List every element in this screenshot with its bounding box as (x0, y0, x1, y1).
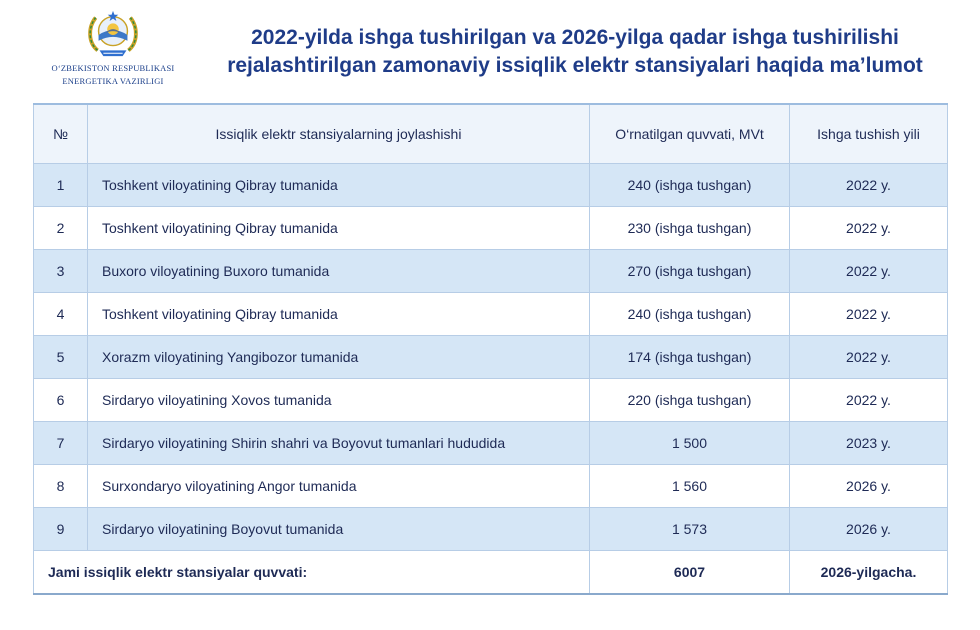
cell-num: 6 (34, 379, 88, 422)
table-row (34, 508, 948, 551)
table-row (34, 250, 948, 293)
table-row (34, 164, 948, 207)
cell-location: Toshkent viloyatining Qibray tumanida (88, 207, 590, 250)
org-name-line2: ENERGETIKA VAZIRLIGI (62, 76, 164, 86)
cell-year: 2022 y. (790, 250, 948, 293)
cell-num: 1 (34, 164, 88, 207)
cell-location: Sirdaryo viloyatining Xovos tumanida (88, 379, 590, 422)
cell-capacity: 230 (ishga tushgan) (590, 207, 790, 250)
cell-capacity: 240 (ishga tushgan) (590, 164, 790, 207)
page-header (0, 0, 980, 95)
col-header-capacity: O‘rnatilgan quvvati, MVt (590, 104, 790, 164)
cell-num: 9 (34, 508, 88, 551)
cell-year: 2022 y. (790, 207, 948, 250)
cell-year: 2022 y. (790, 164, 948, 207)
col-header-year: Ishga tushish yili (790, 104, 948, 164)
cell-year: 2022 y. (790, 379, 948, 422)
cell-num: 8 (34, 465, 88, 508)
cell-capacity: 1 500 (590, 422, 790, 465)
table-row (34, 336, 948, 379)
total-label: Jami issiqlik elektr stansiyalar quvvati: (34, 551, 590, 595)
page-title (205, 24, 945, 80)
table-row (34, 465, 948, 508)
cell-year: 2026 y. (790, 465, 948, 508)
cell-num: 4 (34, 293, 88, 336)
cell-year: 2022 y. (790, 293, 948, 336)
org-name-line1: O‘ZBEKISTON RESPUBLIKASI (51, 63, 175, 73)
cell-num: 3 (34, 250, 88, 293)
title-line1: 2022-yilda ishga tushirilgan va 2026-yilga qadar ishga tushirilishi (251, 26, 899, 49)
cell-year: 2022 y. (790, 336, 948, 379)
cell-capacity: 1 573 (590, 508, 790, 551)
title-line2: rejalashtirilgan zamonaviy issiqlik elektr stansiyalari haqida ma’lumot (227, 54, 923, 77)
ministry-logo (38, 8, 188, 86)
cell-num: 5 (34, 336, 88, 379)
cell-location: Buxoro viloyatining Buxoro tumanida (88, 250, 590, 293)
table-row (34, 422, 948, 465)
cell-capacity: 174 (ishga tushgan) (590, 336, 790, 379)
cell-year: 2026 y. (790, 508, 948, 551)
cell-year: 2023 y. (790, 422, 948, 465)
cell-location: Xorazm viloyatining Yangibozor tumanida (88, 336, 590, 379)
cell-capacity: 1 560 (590, 465, 790, 508)
table-row (34, 293, 948, 336)
cell-location: Toshkent viloyatining Qibray tumanida (88, 293, 590, 336)
cell-location: Surxondaryo viloyatining Angor tumanida (88, 465, 590, 508)
table-row (34, 379, 948, 422)
col-header-num: № (34, 104, 88, 164)
cell-capacity: 220 (ishga tushgan) (590, 379, 790, 422)
cell-capacity: 240 (ishga tushgan) (590, 293, 790, 336)
power-stations-table (33, 103, 948, 595)
total-year: 2026-yilgacha. (790, 551, 948, 595)
cell-location: Sirdaryo viloyatining Shirin shahri va Boyovut tumanlari hududida (88, 422, 590, 465)
cell-location: Sirdaryo viloyatining Boyovut tumanida (88, 508, 590, 551)
cell-capacity: 270 (ishga tushgan) (590, 250, 790, 293)
cell-location: Toshkent viloyatining Qibray tumanida (88, 164, 590, 207)
table-header-row (34, 104, 948, 164)
table-total-row (34, 551, 948, 595)
table-row (34, 207, 948, 250)
total-capacity: 6007 (590, 551, 790, 595)
state-emblem-icon (84, 8, 142, 60)
cell-num: 7 (34, 422, 88, 465)
col-header-location: Issiqlik elektr stansiyalarning joylashishi (88, 104, 590, 164)
cell-num: 2 (34, 207, 88, 250)
